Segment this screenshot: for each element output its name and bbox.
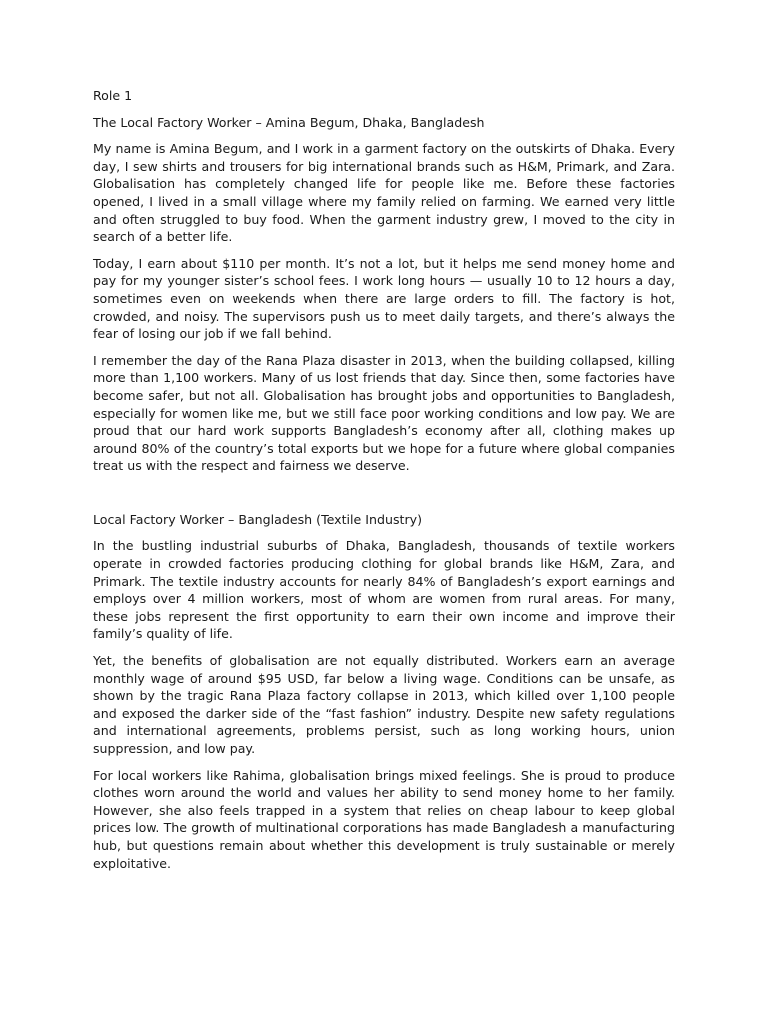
document-page — [93, 87, 675, 881]
section2-heading: Local Factory Worker – Bangladesh (Textile Industry) — [93, 511, 423, 527]
section2-paragraph-1: In the bustling industrial suburbs of Dhaka, Bangladesh, thousands of textile workers operate in crowded factories producing clothing for global brands like H&M, Zara, and Primark. The textile industry accounts for nearly 84% of Bangladesh’s export earnings and employs over 4 million workers, most of whom are women from rural areas. For many, these jobs represent the first opportunity to earn their own income and improve their family’s quality of life. — [93, 538, 675, 642]
section2-paragraph-2: Yet, the benefits of globalisation are not equally distributed. Workers earn an average monthly wage of around $95 USD, far below a living wage. Conditions can be unsafe, as shown by the tragic Rana Plaza factory collapse in 2013, which killed over 1,100 people and exposed the darker side of the “fast fashion” industry. Despite new safety regulations and international agreements, problems persist, such as long working hours, union suppression, and low pay. — [93, 653, 675, 756]
section1-heading: The Local Factory Worker – Amina Begum, Dhaka, Bangladesh — [93, 114, 485, 130]
section-spacer — [93, 484, 675, 511]
section1-paragraph-3: I remember the day of the Rana Plaza disaster in 2013, when the building collapsed, killing more than 1,100 workers. Many of us lost friends that day. Since then, some factories have become safer, but not all. Globalisation has brought jobs and opportunities to Bangladesh, especially for women like me, but we still face poor working conditions and low pay. We are proud that our hard work supports Bangladesh’s economy after all, clothing makes up around 80% of the country’s total exports but we hope for a future where global companies treat us with the respect and fairness we deserve. — [93, 352, 675, 474]
role-label: Role 1 — [93, 88, 133, 103]
section1-paragraph-2: Today, I earn about $110 per month. It’s not a lot, but it helps me send money home and pay for my younger sister’s school fees. I work long hours — usually 10 to 12 hours a day, sometimes even on weekends when there are large orders to fill. The factory is hot, crowded, and noisy. The supervisors push us to meet daily targets, and there’s always the fear of losing our job if we fall behind. — [93, 255, 675, 342]
section2-paragraph-3: For local workers like Rahima, globalisation brings mixed feelings. She is proud to produce clothes worn around the world and values her ability to send money home to her family. However, she also feels trapped in a system that relies on cheap labour to keep global prices low. The growth of multinational corporations has made Bangladesh a manufacturing hub, but questions remain about whether this development is truly sustainable or merely exploitative. — [93, 767, 675, 871]
section1-paragraph-1: My name is Amina Begum, and I work in a garment factory on the outskirts of Dhaka. Every day, I sew shirts and trousers for big international brands such as H&M, Primark, and Zara. Globalisation has completely changed life for people like me. Before these factories opened, I lived in a small village where my family relied on farming. We earned very little and often struggled to buy food. When the garment industry grew, I moved to the city in search of a better life. — [93, 141, 675, 245]
